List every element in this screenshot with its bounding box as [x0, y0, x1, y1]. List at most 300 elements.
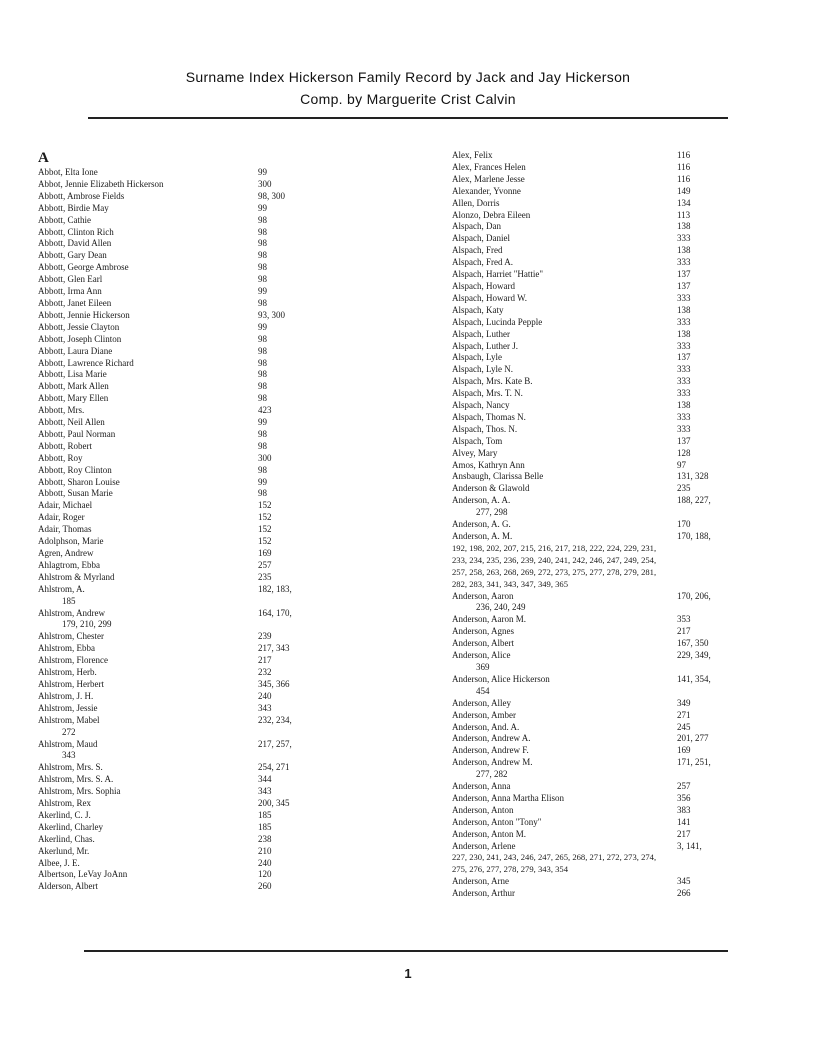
entry-name: Abbott, Susan Marie: [38, 488, 113, 499]
entry-name: Anderson, Anton "Tony": [452, 816, 542, 827]
index-entry: [452, 174, 728, 186]
header-subtitle: Comp. by Marguerite Crist Calvin: [300, 91, 516, 107]
index-entry: [38, 215, 368, 227]
index-column-right: [452, 150, 728, 900]
index-entry: [38, 381, 368, 393]
entry-pages-continued: 343: [62, 750, 76, 761]
entry-name: Anderson, Aaron: [452, 590, 514, 601]
entry-name: Ahlstrom, Maud: [38, 738, 98, 749]
entry-pages: 98: [258, 274, 267, 285]
entry-name: Alspach, Lucinda Pepple: [452, 316, 543, 327]
index-entry: [38, 286, 368, 298]
index-entry: [38, 572, 368, 584]
entry-pages: 188, 227,: [677, 495, 711, 506]
entry-name: Abbott, Ambrose Fields: [38, 190, 125, 201]
entry-name: Anderson, A. M.: [452, 531, 513, 541]
index-entry: [38, 631, 368, 643]
index-entry: [38, 536, 368, 548]
entry-pages: 137: [677, 435, 691, 446]
bottom-rule: [84, 950, 728, 952]
entry-name: Akerlind, Charley: [38, 821, 103, 832]
entry-name: Alex, Frances Helen: [452, 161, 526, 172]
index-entry: [38, 227, 368, 239]
index-entry: [452, 793, 728, 805]
entry-name: Akerlind, Chas.: [38, 833, 95, 844]
entry-name: Anderson, Amber: [452, 709, 516, 720]
entry-pages-continued: 185: [62, 595, 76, 606]
entry-name: Adolphson, Marie: [38, 536, 104, 547]
entry-pages: 134: [677, 197, 691, 208]
entry-pages: 201, 277: [677, 733, 709, 744]
entry-name: Ahlstrom, Mrs. S. A.: [38, 774, 114, 785]
index-entry: [38, 238, 368, 250]
index-entry: [452, 210, 728, 222]
entry-pages: 99: [258, 167, 267, 177]
entry-name: Anderson, Anna: [452, 781, 511, 792]
index-entry: [452, 757, 728, 781]
entry-pages: 345: [677, 876, 691, 887]
entry-name: Alspach, Luther: [452, 328, 510, 339]
index-entry: [38, 643, 368, 655]
entry-name: Alspach, Fred A.: [452, 257, 513, 268]
index-entry: [452, 162, 728, 174]
entry-pages: 333: [677, 411, 691, 422]
entry-pages: 98: [258, 488, 267, 499]
entry-name: Abbott, David Allen: [38, 238, 112, 249]
entry-name: Alderson, Albert: [38, 881, 98, 892]
entry-pages: 333: [677, 316, 691, 327]
entry-pages: 182, 183,: [258, 583, 292, 594]
entry-pages: 238: [258, 833, 272, 844]
entry-pages: 333: [677, 364, 691, 375]
index-entry: [452, 352, 728, 364]
entry-name: Abbott, Gary Dean: [38, 250, 107, 261]
entry-pages: 185: [258, 821, 272, 832]
entry-name: Alexander, Yvonne: [452, 185, 521, 196]
entry-pages: 333: [677, 376, 691, 387]
entry-pages: 152: [258, 536, 272, 547]
entry-pages-wrapped-line: 257, 258, 263, 268, 269, 272, 273, 275, 277, 278, 279, 281,: [452, 566, 657, 577]
entry-pages: 239: [258, 631, 272, 642]
entry-pages: 343: [258, 702, 272, 713]
entry-pages: 152: [258, 524, 272, 535]
index-entry: [38, 691, 368, 703]
entry-pages: 98: [258, 214, 267, 225]
entry-pages: 344: [258, 774, 272, 785]
entry-pages: 356: [677, 792, 691, 803]
index-entry: [38, 739, 368, 763]
entry-pages: 169: [258, 548, 272, 558]
entry-pages-wrapped-line: 233, 234, 235, 236, 239, 240, 241, 242, 246, 247, 249, 254,: [452, 554, 657, 565]
entry-name: Abbot, Jennie Elizabeth Hickerson: [38, 178, 164, 189]
index-entry: [452, 614, 728, 626]
entry-pages: 333: [677, 257, 691, 268]
entry-pages: 152: [258, 500, 272, 511]
entry-name: Alspach, Fred: [452, 245, 503, 256]
header-title: Surname Index Hickerson Family Record by Jack and Jay Hickerson: [185, 69, 631, 85]
entry-name: Ahlstrom, Mrs. Sophia: [38, 786, 121, 797]
index-entry: [38, 608, 368, 632]
index-entry: [38, 191, 368, 203]
entry-pages: 120: [258, 869, 272, 880]
index-entry: [452, 471, 728, 483]
entry-pages: 333: [677, 233, 691, 244]
index-entry: [452, 722, 728, 734]
index-entry: [452, 257, 728, 269]
entry-pages: 217: [677, 828, 691, 839]
index-entry: [38, 822, 368, 834]
index-entry: [38, 358, 368, 370]
index-entry: [452, 698, 728, 710]
entry-name: Alspach, Howard: [452, 280, 515, 291]
entry-pages: 169: [677, 745, 691, 756]
index-entry: [38, 774, 368, 786]
entry-name: Alspach, Luther J.: [452, 340, 518, 351]
entry-name: Anderson, Arlene: [452, 840, 516, 851]
index-entry: [38, 334, 368, 346]
entry-name: Agren, Andrew: [38, 548, 94, 558]
entry-pages: 137: [677, 352, 691, 363]
entry-name: Alonzo, Debra Eileen: [452, 209, 531, 220]
index-entry: [452, 305, 728, 317]
entry-name: Abbott, Paul Norman: [38, 428, 116, 439]
entry-pages: 141: [677, 816, 691, 827]
entry-pages: 235: [258, 571, 272, 582]
entry-pages: 137: [677, 280, 691, 291]
entry-pages: 98: [258, 250, 267, 261]
entry-name: Anderson, Aaron M.: [452, 614, 526, 625]
entry-name: Albertson, LeVay JoAnn: [38, 869, 128, 880]
section-letter: A: [38, 150, 49, 166]
index-entry: [38, 858, 368, 870]
entry-pages: 99: [258, 286, 267, 297]
entry-name: Alspach, Mrs. Kate B.: [452, 376, 533, 387]
index-entry: [38, 405, 368, 417]
index-entry: [452, 591, 728, 615]
entry-name: Alspach, Dan: [452, 221, 501, 232]
entry-pages: 137: [677, 269, 691, 280]
entry-name: Ahlstrom, Herbert: [38, 678, 104, 689]
index-entry: [38, 667, 368, 679]
entry-name: Ahlstrom, Florence: [38, 655, 108, 666]
entry-name: Abbott, Sharon Louise: [38, 476, 120, 487]
entry-pages: 245: [677, 721, 691, 732]
index-entry: [452, 329, 728, 341]
entry-pages: 349: [677, 697, 691, 708]
entry-name: Akerlind, C. J.: [38, 809, 91, 820]
entry-name: Adair, Roger: [38, 512, 85, 523]
entry-name: Ahlstrom, Ebba: [38, 643, 95, 654]
index-entry: [452, 841, 728, 877]
entry-pages: 257: [258, 559, 272, 570]
entry-pages-wrapped-line: 227, 230, 241, 243, 246, 247, 265, 268, 271, 272, 273, 274,: [452, 852, 657, 863]
entry-name: Abbott, George Ambrose: [38, 262, 129, 273]
page-header: [0, 66, 816, 110]
index-entry: [38, 762, 368, 774]
index-entry: [452, 829, 728, 841]
index-entry: [452, 805, 728, 817]
entry-pages: 131, 328: [677, 471, 709, 482]
entry-name: Abbott, Janet Eileen: [38, 297, 112, 308]
entry-name: Anderson, Alley: [452, 697, 511, 708]
entry-pages: 232: [258, 667, 272, 678]
entry-pages: 257: [677, 781, 691, 792]
index-entry: [38, 465, 368, 477]
entry-name: Anderson, And. A.: [452, 721, 520, 732]
index-entry: [452, 817, 728, 829]
index-entry: [452, 745, 728, 757]
index-entry: [452, 198, 728, 210]
entry-name: Ahlstrom, J. H.: [38, 690, 94, 701]
entry-name: Abbott, Lisa Marie: [38, 369, 107, 380]
entry-name: Albee, J. E.: [38, 857, 80, 868]
index-entry: [38, 703, 368, 715]
entry-name: Abbott, Robert: [38, 440, 92, 451]
entry-pages: 170, 188,: [677, 531, 711, 541]
entry-name: Abbott, Mark Allen: [38, 381, 109, 392]
index-entry: [38, 548, 368, 560]
entry-pages-continued: 369: [476, 661, 490, 672]
entry-name: Anderson, A. G.: [452, 519, 511, 530]
entry-pages: 97: [677, 459, 686, 470]
entry-pages: 167, 350: [677, 638, 709, 649]
entry-name: Abbott, Laura Diane: [38, 345, 113, 356]
entry-pages: 217: [677, 626, 691, 637]
index-entry: [452, 269, 728, 281]
index-entry: [452, 483, 728, 495]
entry-name: Abbott, Lawrence Richard: [38, 357, 134, 368]
entry-pages: 260: [258, 881, 272, 892]
index-entry: [38, 179, 368, 191]
index-entry: [452, 876, 728, 888]
entry-name: Akerlund, Mr.: [38, 845, 90, 856]
entry-name: Alspach, Lyle: [452, 352, 502, 363]
entry-name: Ahlagtrom, Ebba: [38, 559, 100, 570]
entry-pages: 333: [677, 292, 691, 303]
index-entry: [38, 298, 368, 310]
index-entry: [452, 626, 728, 638]
index-entry: [38, 429, 368, 441]
entry-pages: 217, 343: [258, 643, 290, 654]
entry-pages: 232, 234,: [258, 714, 292, 725]
entry-pages-continued: 277, 298: [476, 507, 508, 518]
entry-pages-continued: 272: [62, 726, 76, 737]
entry-name: Abbott, Irma Ann: [38, 286, 102, 297]
entry-pages: 98: [258, 226, 267, 237]
entry-pages: 333: [677, 388, 691, 399]
entry-pages: 3, 141,: [677, 840, 702, 851]
index-entry: [452, 221, 728, 233]
entry-name: Ahlstrom, Andrew: [38, 607, 105, 618]
entry-pages-continued: 236, 240, 249: [476, 602, 526, 613]
entry-pages: 300: [258, 178, 272, 189]
index-entry: [38, 322, 368, 334]
entry-pages: 98: [258, 428, 267, 439]
index-entry: [452, 364, 728, 376]
entry-name: Abbott, Clinton Rich: [38, 226, 114, 237]
entry-pages: 98: [258, 238, 267, 249]
entry-pages: 98: [258, 464, 267, 475]
index-entry: [38, 786, 368, 798]
index-entry: [38, 250, 368, 262]
index-entry: [452, 460, 728, 472]
index-entry: [452, 233, 728, 245]
entry-pages: 217: [258, 655, 272, 666]
index-entry: [452, 674, 728, 698]
entry-pages: 235: [677, 483, 691, 494]
entry-name: Alspach, Daniel: [452, 233, 510, 244]
entry-name: Abbott, Mrs.: [38, 405, 85, 416]
index-entry: [452, 733, 728, 745]
entry-name: Anderson, Andrew M.: [452, 757, 533, 768]
entry-name: Anderson, Arne: [452, 876, 509, 887]
index-entry: [452, 293, 728, 305]
index-entry: [38, 310, 368, 322]
entry-pages: 300: [258, 452, 272, 463]
entry-pages: 99: [258, 202, 267, 213]
entry-pages: 149: [677, 185, 691, 196]
entry-pages: 116: [677, 161, 691, 172]
entry-pages: 271: [677, 709, 691, 720]
entry-pages: 98: [258, 440, 267, 451]
index-entry: [452, 531, 728, 591]
index-entry: [452, 650, 728, 674]
index-entry: [38, 488, 368, 500]
entry-name: Alspach, Thomas N.: [452, 411, 526, 422]
index-entry: [452, 376, 728, 388]
entry-pages: 240: [258, 857, 272, 868]
entry-name: Alspach, Katy: [452, 304, 504, 315]
index-entry: [452, 781, 728, 793]
entry-name: Ahlstrom, Herb.: [38, 667, 97, 678]
page-number: 1: [404, 966, 412, 981]
index-entry: [452, 710, 728, 722]
index-entry: [452, 888, 728, 900]
entry-pages: 98: [258, 262, 267, 273]
index-entry: [452, 341, 728, 353]
entry-name: Abbott, Jennie Hickerson: [38, 309, 130, 320]
index-entry: [38, 834, 368, 846]
entry-name: Abbott, Birdie May: [38, 202, 109, 213]
entry-pages: 99: [258, 476, 267, 487]
entry-name: Abbot, Elta Ione: [38, 167, 98, 177]
entry-pages-continued: 454: [476, 685, 490, 696]
entry-pages: 138: [677, 304, 691, 315]
index-entry: [38, 560, 368, 572]
entry-pages: 98: [258, 381, 267, 392]
entry-name: Ahlstrom, A.: [38, 583, 85, 594]
entry-pages: 343: [258, 786, 272, 797]
entry-pages: 141, 354,: [677, 673, 711, 684]
entry-name: Alspach, Mrs. T. N.: [452, 388, 523, 399]
entry-name: Alspach, Lyle N.: [452, 364, 513, 375]
entry-pages: 171, 251,: [677, 757, 711, 768]
entry-name: Abbott, Mary Ellen: [38, 393, 109, 404]
index-entry: [38, 869, 368, 881]
index-entry: [38, 393, 368, 405]
entry-pages: 138: [677, 245, 691, 256]
index-entry: [38, 203, 368, 215]
entry-name: Abbott, Joseph Clinton: [38, 333, 122, 344]
entry-name: Ansbaugh, Clarissa Belle: [452, 471, 544, 482]
entry-name: Adair, Thomas: [38, 524, 92, 535]
entry-pages-wrapped-line: 282, 283, 341, 343, 347, 349, 365: [452, 578, 569, 589]
entry-pages: 152: [258, 512, 272, 523]
index-entry: [38, 441, 368, 453]
entry-name: Alex, Felix: [452, 150, 493, 160]
entry-pages: 170: [677, 519, 691, 530]
index-entry: [452, 388, 728, 400]
index-entry: [38, 417, 368, 429]
entry-pages: 98: [258, 333, 267, 344]
entry-name: Anderson, Agnes: [452, 626, 514, 637]
entry-name: Anderson & Glawold: [452, 483, 530, 494]
index-entry: [452, 519, 728, 531]
index-entry: [452, 400, 728, 412]
entry-name: Anderson, Alice: [452, 650, 511, 661]
index-entry: [38, 262, 368, 274]
entry-pages: 113: [677, 209, 691, 220]
entry-pages: 98: [258, 393, 267, 404]
entry-name: Allen, Dorris: [452, 197, 500, 208]
entry-pages: 266: [677, 888, 691, 899]
index-entry: [452, 186, 728, 198]
entry-pages: 333: [677, 340, 691, 351]
index-entry: [38, 500, 368, 512]
entry-name: Anderson, Anton M.: [452, 828, 526, 839]
index-entry: [452, 245, 728, 257]
entry-pages: 333: [677, 423, 691, 434]
entry-pages: 128: [677, 447, 691, 458]
entry-name: Abbott, Roy: [38, 452, 83, 463]
index-entry: [452, 281, 728, 293]
entry-pages: 217, 257,: [258, 738, 292, 749]
entry-name: Abbott, Glen Earl: [38, 274, 103, 285]
entry-name: Alspach, Howard W.: [452, 292, 527, 303]
index-entry: [38, 798, 368, 810]
entry-pages: 210: [258, 845, 272, 856]
index-entry: [38, 655, 368, 667]
index-entry: [38, 167, 368, 179]
entry-name: Alspach, Harriet "Hattie": [452, 269, 544, 280]
entry-pages: 98: [258, 345, 267, 356]
entry-name: Alex, Marlene Jesse: [452, 173, 525, 184]
entry-name: Alspach, Tom: [452, 435, 503, 446]
entry-pages: 200, 345: [258, 798, 290, 809]
top-rule: [88, 117, 728, 119]
index-entry: [38, 453, 368, 465]
entry-name: Anderson, Arthur: [452, 888, 515, 899]
entry-pages: 98: [258, 297, 267, 308]
entry-pages: 138: [677, 400, 691, 411]
entry-pages: 254, 271: [258, 762, 290, 773]
entry-name: Anderson, A. A.: [452, 495, 511, 506]
entry-pages: 116: [677, 173, 691, 184]
entry-name: Amos, Kathryn Ann: [452, 459, 525, 470]
index-entry: [38, 679, 368, 691]
index-entry: [452, 436, 728, 448]
entry-name: Anderson, Albert: [452, 638, 514, 649]
index-entry: [38, 715, 368, 739]
entry-name: Anderson, Andrew F.: [452, 745, 529, 756]
entry-pages: 170, 206,: [677, 590, 711, 601]
entry-name: Anderson, Anton: [452, 804, 514, 815]
entry-pages: 229, 349,: [677, 650, 711, 661]
index-entry: [38, 846, 368, 858]
index-entry: [38, 274, 368, 286]
entry-pages: 99: [258, 321, 267, 332]
entry-pages: 99: [258, 417, 267, 428]
